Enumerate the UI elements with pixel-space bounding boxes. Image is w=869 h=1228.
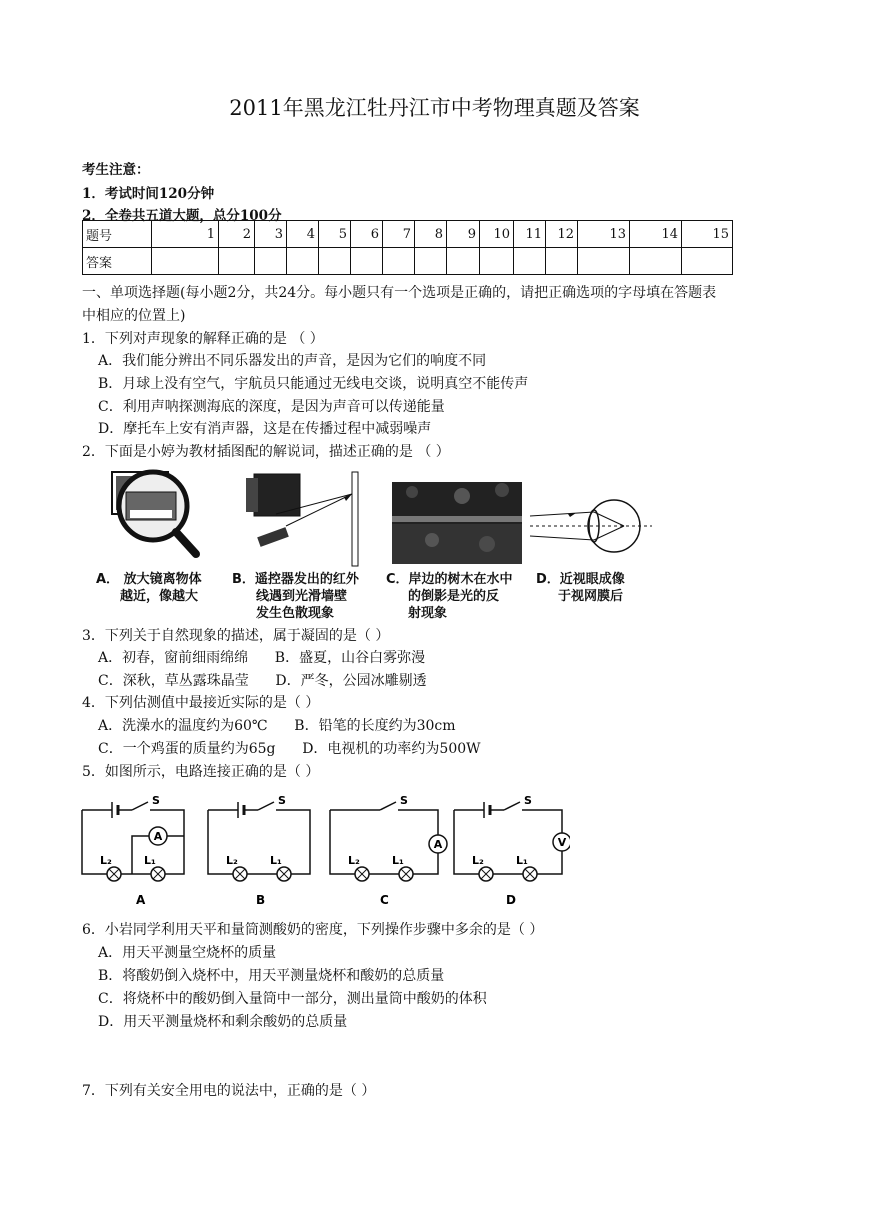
caption-line: 于视网膜后: [558, 589, 624, 604]
lamp-2-label: L₂: [100, 854, 112, 867]
question-1-option-d: D．摩托车上安有消声器，这是在传播过程中减弱噪声: [98, 421, 432, 437]
caption-line: 发生色散现象: [256, 606, 335, 621]
answer-cell[interactable]: [514, 248, 546, 275]
answer-cell[interactable]: [480, 248, 514, 275]
question-5-stem: 5．如图所示，电路连接正确的是（ ）: [82, 764, 320, 780]
caption-line: 线遇到光滑墙壁: [256, 589, 348, 604]
col-number: 2: [219, 221, 255, 248]
lamp-2-label: L₂: [348, 854, 360, 867]
circuit-label-a: A: [136, 893, 146, 907]
figure-caption-c: [386, 571, 513, 622]
row-label-number: 题号: [83, 221, 152, 248]
answer-cell[interactable]: [219, 248, 255, 275]
answer-cell[interactable]: [546, 248, 578, 275]
caption-line: D．近视眼成像: [536, 572, 625, 587]
caption-line: C．岸边的树木在水中: [386, 572, 513, 587]
col-number: 1: [152, 221, 219, 248]
figure-caption-a: [96, 571, 202, 605]
notice-item-2: 2．全卷共五道大题，总分100分: [82, 208, 282, 224]
col-number: 11: [514, 221, 546, 248]
answer-cell[interactable]: [447, 248, 480, 275]
answer-cell[interactable]: [415, 248, 447, 275]
switch-label: S: [524, 794, 532, 807]
question-1-stem: 1．下列对声现象的解释正确的是 （ ）: [82, 331, 324, 347]
answer-table: [82, 220, 733, 275]
col-number: 3: [255, 221, 287, 248]
switch-label: S: [278, 794, 286, 807]
col-number: 5: [319, 221, 351, 248]
question-1-option-c: C．利用声呐探测海底的深度，是因为声音可以传递能量: [98, 399, 445, 415]
question-1-option-b: B．月球上没有空气，宇航员只能通过无线电交谈，说明真空不能传声: [98, 376, 529, 392]
circuit-b: [208, 794, 310, 907]
answer-cell[interactable]: [152, 248, 219, 275]
figure-caption-d: [536, 571, 625, 605]
question-6-stem: 6．小岩同学利用天平和量筒测酸奶的密度，下列操作步骤中多余的是（ ）: [82, 922, 544, 938]
lamp-1-label: L₁: [516, 854, 528, 867]
lamp-2-label: L₂: [226, 854, 238, 867]
circuit-a: [82, 794, 184, 907]
circuit-c: [330, 794, 447, 907]
question-4-options-row-2: C．一个鸡蛋的质量约为65g D．电视机的功率约为500W: [98, 741, 481, 757]
switch-label: S: [152, 794, 160, 807]
answer-table-header-row: [83, 221, 733, 248]
ammeter-symbol: A: [153, 830, 163, 843]
lamp-1-label: L₁: [392, 854, 404, 867]
answer-cell[interactable]: [578, 248, 630, 275]
lamp-2-label: L₂: [472, 854, 484, 867]
myopic-eye-figure: [528, 496, 656, 558]
col-number: 12: [546, 221, 578, 248]
question-4-options-row-1: A．洗澡水的温度约为60℃ B．铅笔的长度约为30cm: [98, 718, 456, 734]
question-3-options-row-1: A．初春，窗前细雨绵绵 B．盛夏，山谷白雾弥漫: [98, 650, 426, 666]
circuit-label-b: B: [256, 893, 266, 907]
col-number: 15: [682, 221, 733, 248]
col-number: 4: [287, 221, 319, 248]
col-number: 10: [480, 221, 514, 248]
question-3-stem: 3．下列关于自然现象的描述，属于凝固的是（ ）: [82, 628, 390, 644]
page-title: 2011年黑龙江牡丹江市中考物理真题及答案: [229, 96, 640, 120]
answer-table-answer-row: [83, 248, 733, 275]
circuit-label-d: D: [506, 893, 516, 907]
section-intro: 中相应的位置上): [82, 308, 186, 324]
answer-cell[interactable]: [287, 248, 319, 275]
caption-line: 射现象: [408, 606, 448, 621]
remote-tv-figure: [240, 470, 370, 570]
col-number: 8: [415, 221, 447, 248]
circuit-diagrams: [80, 790, 570, 912]
col-number: 7: [383, 221, 415, 248]
ammeter-symbol: A: [433, 838, 443, 851]
col-number: 14: [630, 221, 682, 248]
col-number: 9: [447, 221, 480, 248]
question-7-stem: 7．下列有关安全用电的说法中，正确的是（ ）: [82, 1083, 376, 1099]
figure-caption-b: [232, 571, 359, 622]
question-6-option-b: B．将酸奶倒入烧杯中，用天平测量烧杯和酸奶的总质量: [98, 968, 445, 984]
circuit-label-c: C: [380, 893, 389, 907]
answer-cell[interactable]: [383, 248, 415, 275]
voltmeter-symbol: V: [557, 836, 567, 849]
caption-line: A． 放大镜离物体: [96, 572, 202, 587]
answer-cell[interactable]: [630, 248, 682, 275]
caption-line: 的倒影是光的反: [408, 589, 500, 604]
question-6-option-d: D．用天平测量烧杯和剩余酸奶的总质量: [98, 1014, 348, 1030]
question-4-stem: 4．下列估测值中最接近实际的是（ ）: [82, 695, 320, 711]
caption-line: 越近，像越大: [120, 589, 199, 604]
row-label-answer: 答案: [83, 248, 152, 275]
question-2-stem: 2．下面是小婷为教材插图配的解说词，描述正确的是 （ ）: [82, 444, 450, 460]
question-3-options-row-2: C．深秋，草丛露珠晶莹 D．严冬，公园冰雕剔透: [98, 673, 427, 689]
lamp-1-label: L₁: [270, 854, 282, 867]
caption-line: B．遥控器发出的红外: [232, 572, 359, 587]
question-1-option-a: A．我们能分辨出不同乐器发出的声音，是因为它们的响度不同: [98, 353, 487, 369]
question-6-option-a: A．用天平测量空烧杯的质量: [98, 945, 277, 961]
section-intro: 一、单项选择题(每小题2分，共24分。每小题只有一个选项是正确的，请把正确选项的字母填在答题表: [82, 285, 717, 301]
notice-heading: 考生注意：: [82, 162, 150, 178]
col-number: 13: [578, 221, 630, 248]
magnifier-figure: [98, 466, 208, 570]
tree-reflection-figure: [392, 482, 522, 564]
answer-cell[interactable]: [255, 248, 287, 275]
question-6-option-c: C．将烧杯中的酸奶倒入量筒中一部分，测出量筒中酸奶的体积: [98, 991, 487, 1007]
lamp-1-label: L₁: [144, 854, 156, 867]
answer-cell[interactable]: [351, 248, 383, 275]
switch-label: S: [400, 794, 408, 807]
circuit-d: [454, 794, 570, 907]
notice-item-1: 1．考试时间120分钟: [82, 186, 215, 202]
answer-cell[interactable]: [319, 248, 351, 275]
col-number: 6: [351, 221, 383, 248]
answer-cell[interactable]: [682, 248, 733, 275]
